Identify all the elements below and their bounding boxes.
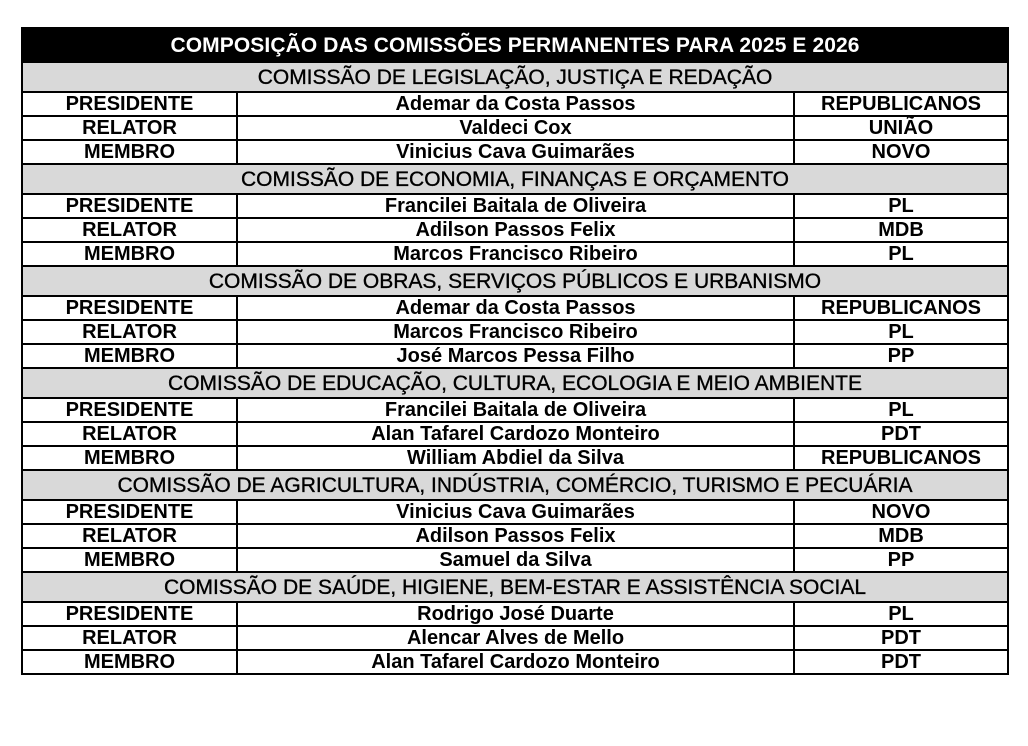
member-name-cell: Alan Tafarel Cardozo Monteiro bbox=[237, 650, 794, 674]
commission-section-row bbox=[22, 62, 1008, 92]
member-role-cell: MEMBRO bbox=[22, 140, 237, 164]
member-name-cell: Marcos Francisco Ribeiro bbox=[237, 242, 794, 266]
member-role-cell: RELATOR bbox=[22, 218, 237, 242]
member-name-cell: Adilson Passos Felix bbox=[237, 524, 794, 548]
member-role-cell: MEMBRO bbox=[22, 650, 237, 674]
table-title: COMPOSIÇÃO DAS COMISSÕES PERMANENTES PARA 2025 E 2026 bbox=[22, 28, 1008, 62]
commission-title: COMISSÃO DE ECONOMIA, FINANÇAS E ORÇAMENTO bbox=[22, 164, 1008, 194]
member-row bbox=[22, 626, 1008, 650]
member-role-cell: MEMBRO bbox=[22, 242, 237, 266]
commission-section-row bbox=[22, 368, 1008, 398]
member-row bbox=[22, 548, 1008, 572]
member-name-cell: Adilson Passos Felix bbox=[237, 218, 794, 242]
member-name-cell: Valdeci Cox bbox=[237, 116, 794, 140]
member-role-cell: RELATOR bbox=[22, 116, 237, 140]
member-row bbox=[22, 524, 1008, 548]
commission-title: COMISSÃO DE EDUCAÇÃO, CULTURA, ECOLOGIA E MEIO AMBIENTE bbox=[22, 368, 1008, 398]
member-role-cell: PRESIDENTE bbox=[22, 296, 237, 320]
member-party-cell: NOVO bbox=[794, 140, 1008, 164]
member-name-cell: Alencar Alves de Mello bbox=[237, 626, 794, 650]
commission-section-row bbox=[22, 470, 1008, 500]
member-party-cell: PL bbox=[794, 320, 1008, 344]
member-party-cell: PDT bbox=[794, 626, 1008, 650]
member-party-cell: UNIÃO bbox=[794, 116, 1008, 140]
member-name-cell: Vinicius Cava Guimarães bbox=[237, 140, 794, 164]
member-role-cell: RELATOR bbox=[22, 524, 237, 548]
member-row bbox=[22, 140, 1008, 164]
member-row bbox=[22, 398, 1008, 422]
member-role-cell: PRESIDENTE bbox=[22, 194, 237, 218]
member-party-cell: PL bbox=[794, 602, 1008, 626]
member-name-cell: Marcos Francisco Ribeiro bbox=[237, 320, 794, 344]
member-role-cell: PRESIDENTE bbox=[22, 500, 237, 524]
member-row bbox=[22, 218, 1008, 242]
member-party-cell: MDB bbox=[794, 524, 1008, 548]
commission-title: COMISSÃO DE AGRICULTURA, INDÚSTRIA, COMÉRCIO, TURISMO E PECUÁRIA bbox=[22, 470, 1008, 500]
member-name-cell: Francilei Baitala de Oliveira bbox=[237, 398, 794, 422]
member-party-cell: REPUBLICANOS bbox=[794, 92, 1008, 116]
member-name-cell: Ademar da Costa Passos bbox=[237, 92, 794, 116]
member-name-cell: William Abdiel da Silva bbox=[237, 446, 794, 470]
member-role-cell: RELATOR bbox=[22, 626, 237, 650]
member-name-cell: Samuel da Silva bbox=[237, 548, 794, 572]
member-party-cell: PL bbox=[794, 398, 1008, 422]
member-role-cell: PRESIDENTE bbox=[22, 398, 237, 422]
commission-section-row bbox=[22, 572, 1008, 602]
member-row bbox=[22, 116, 1008, 140]
member-role-cell: MEMBRO bbox=[22, 344, 237, 368]
commission-title: COMISSÃO DE SAÚDE, HIGIENE, BEM-ESTAR E ASSISTÊNCIA SOCIAL bbox=[22, 572, 1008, 602]
commission-section-row bbox=[22, 164, 1008, 194]
member-party-cell: NOVO bbox=[794, 500, 1008, 524]
member-party-cell: PP bbox=[794, 344, 1008, 368]
title-row bbox=[22, 28, 1008, 62]
member-name-cell: Ademar da Costa Passos bbox=[237, 296, 794, 320]
member-role-cell: PRESIDENTE bbox=[22, 92, 237, 116]
commissions-table bbox=[21, 27, 1009, 675]
member-row bbox=[22, 500, 1008, 524]
commission-title: COMISSÃO DE OBRAS, SERVIÇOS PÚBLICOS E URBANISMO bbox=[22, 266, 1008, 296]
member-name-cell: Rodrigo José Duarte bbox=[237, 602, 794, 626]
member-party-cell: MDB bbox=[794, 218, 1008, 242]
member-row bbox=[22, 344, 1008, 368]
table-body bbox=[22, 28, 1008, 674]
member-row bbox=[22, 296, 1008, 320]
member-row bbox=[22, 650, 1008, 674]
member-name-cell: Francilei Baitala de Oliveira bbox=[237, 194, 794, 218]
member-party-cell: PDT bbox=[794, 422, 1008, 446]
commission-section-row bbox=[22, 266, 1008, 296]
member-party-cell: PL bbox=[794, 194, 1008, 218]
member-party-cell: PL bbox=[794, 242, 1008, 266]
member-name-cell: Vinicius Cava Guimarães bbox=[237, 500, 794, 524]
member-role-cell: PRESIDENTE bbox=[22, 602, 237, 626]
member-row bbox=[22, 446, 1008, 470]
member-role-cell: MEMBRO bbox=[22, 446, 237, 470]
member-name-cell: Alan Tafarel Cardozo Monteiro bbox=[237, 422, 794, 446]
member-row bbox=[22, 320, 1008, 344]
member-row bbox=[22, 242, 1008, 266]
member-row bbox=[22, 194, 1008, 218]
member-row bbox=[22, 602, 1008, 626]
member-party-cell: PP bbox=[794, 548, 1008, 572]
member-row bbox=[22, 422, 1008, 446]
commission-title: COMISSÃO DE LEGISLAÇÃO, JUSTIÇA E REDAÇÃO bbox=[22, 62, 1008, 92]
member-role-cell: RELATOR bbox=[22, 422, 237, 446]
member-row bbox=[22, 92, 1008, 116]
member-party-cell: REPUBLICANOS bbox=[794, 296, 1008, 320]
member-party-cell: REPUBLICANOS bbox=[794, 446, 1008, 470]
member-role-cell: RELATOR bbox=[22, 320, 237, 344]
member-role-cell: MEMBRO bbox=[22, 548, 237, 572]
member-name-cell: José Marcos Pessa Filho bbox=[237, 344, 794, 368]
member-party-cell: PDT bbox=[794, 650, 1008, 674]
